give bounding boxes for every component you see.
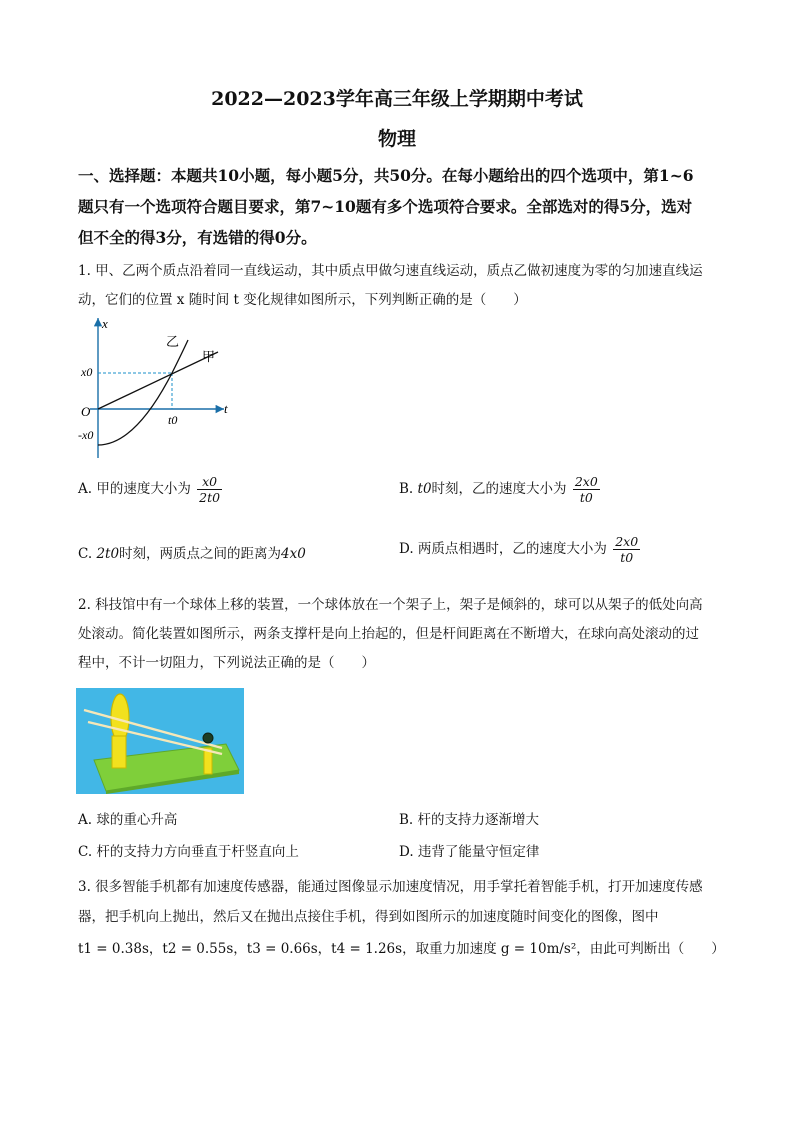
fraction-denominator: t0 — [620, 550, 634, 565]
q1-option-b-fraction — [573, 474, 600, 505]
subject-title: 物理 — [377, 128, 416, 150]
q3-stem-line1: 3. 很多智能手机都有加速度传感器，能通过图像显示加速度情况，用手掌托着智能手机，打开加速度传感 — [78, 879, 703, 895]
q2-option-b[interactable]: B. 杆的支持力逐渐增大 — [399, 812, 540, 828]
t0-label: t0 — [168, 413, 178, 427]
q2-stem-line2: 处滚动。简化装置如图所示，两条支撑杆是向上抬起的，但是杆间距离在不断增大，在球向高处滚动的过 — [78, 626, 699, 642]
q1-option-d[interactable] — [399, 534, 640, 565]
t-axis-label: t — [224, 401, 228, 416]
q2-device-photo — [76, 688, 244, 794]
q1-option-c-time: 2t0 — [96, 546, 120, 562]
q1-option-a-fraction — [197, 474, 222, 505]
q1-option-d-text: D. 两质点相遇时，乙的速度大小为 — [399, 541, 607, 557]
q1-position-time-graph — [78, 312, 238, 462]
exam-title: 2022—2023学年高三年级上学期期中考试 — [211, 88, 583, 110]
q2-option-d[interactable]: D. 违背了能量守恒定律 — [399, 844, 540, 860]
x0-label: x0 — [81, 365, 93, 379]
fraction-denominator: 2t0 — [199, 490, 221, 505]
q2-stem-line3: 程中，不计一切阻力，下列说法正确的是（ ） — [78, 655, 375, 671]
fraction-denominator: t0 — [579, 490, 593, 505]
q1-option-c-letter: C. — [78, 546, 97, 562]
q2-option-c[interactable]: C. 杆的支持力方向垂直于杆竖直向上 — [78, 844, 299, 860]
yi-label: 乙 — [166, 335, 180, 350]
q3-stem-line3: t1 = 0.38s，t2 = 0.55s，t3 = 0.66s，t4 = 1.26s，取重力加速度 g = 10m/s²，由此可判断出（ ） — [78, 941, 725, 957]
neg-x0-label: -x0 — [78, 428, 94, 442]
q2-stem-line1: 2. 科技馆中有一个球体上移的装置，一个球体放在一个架子上，架子是倾斜的，球可以从架子的低处向高 — [78, 597, 703, 613]
origin-label: O — [81, 404, 91, 419]
q1-option-c-text: 时刻，两质点之间的距离为 — [119, 546, 282, 562]
q1-stem-line1: 1. 甲、乙两个质点沿着同一直线运动，其中质点甲做匀速直线运动，质点乙做初速度为零的匀加速直线运 — [78, 263, 703, 279]
section-instructions-line3: 但不全的得3分，有选错的得0分。 — [78, 228, 317, 247]
section-instructions-line1: 一、选择题：本题共10小题，每小题5分，共50分。在每小题给出的四个选项中，第1~6 — [78, 166, 694, 185]
q1-option-a-text: A. 甲的速度大小为 — [78, 481, 191, 497]
q1-option-c-distance: 4x0 — [281, 546, 306, 562]
fraction-numerator: 2x0 — [574, 474, 598, 489]
fraction-numerator: 2x0 — [615, 534, 639, 549]
q1-option-b-letter: B. — [399, 481, 418, 497]
q1-option-b-text: 时刻，乙的速度大小为 — [431, 481, 567, 497]
jia-label: 甲 — [202, 350, 216, 365]
q1-option-a[interactable] — [78, 474, 222, 505]
x-axis-label: x — [102, 316, 108, 331]
q1-stem-line2: 动，它们的位置 x 随时间 t 变化规律如图所示，下列判断正确的是（ ） — [78, 292, 527, 308]
q1-option-d-fraction — [613, 534, 640, 565]
fraction-numerator: x0 — [197, 474, 222, 490]
q1-option-b-time: t0 — [417, 481, 432, 497]
yi-curve — [98, 340, 188, 445]
q1-option-c[interactable] — [78, 544, 306, 564]
jia-line — [98, 352, 218, 409]
q2-option-a[interactable]: A. 球的重心升高 — [78, 812, 178, 828]
section-instructions-line2: 题只有一个选项符合题目要求，第7~10题有多个选项符合要求。全部选对的得5分，选对 — [78, 197, 693, 216]
q1-option-b[interactable] — [399, 474, 600, 505]
q3-stem-line2: 器，把手机向上抛出，然后又在抛出点接住手机，得到如图所示的加速度随时间变化的图像，图中 — [78, 909, 659, 925]
